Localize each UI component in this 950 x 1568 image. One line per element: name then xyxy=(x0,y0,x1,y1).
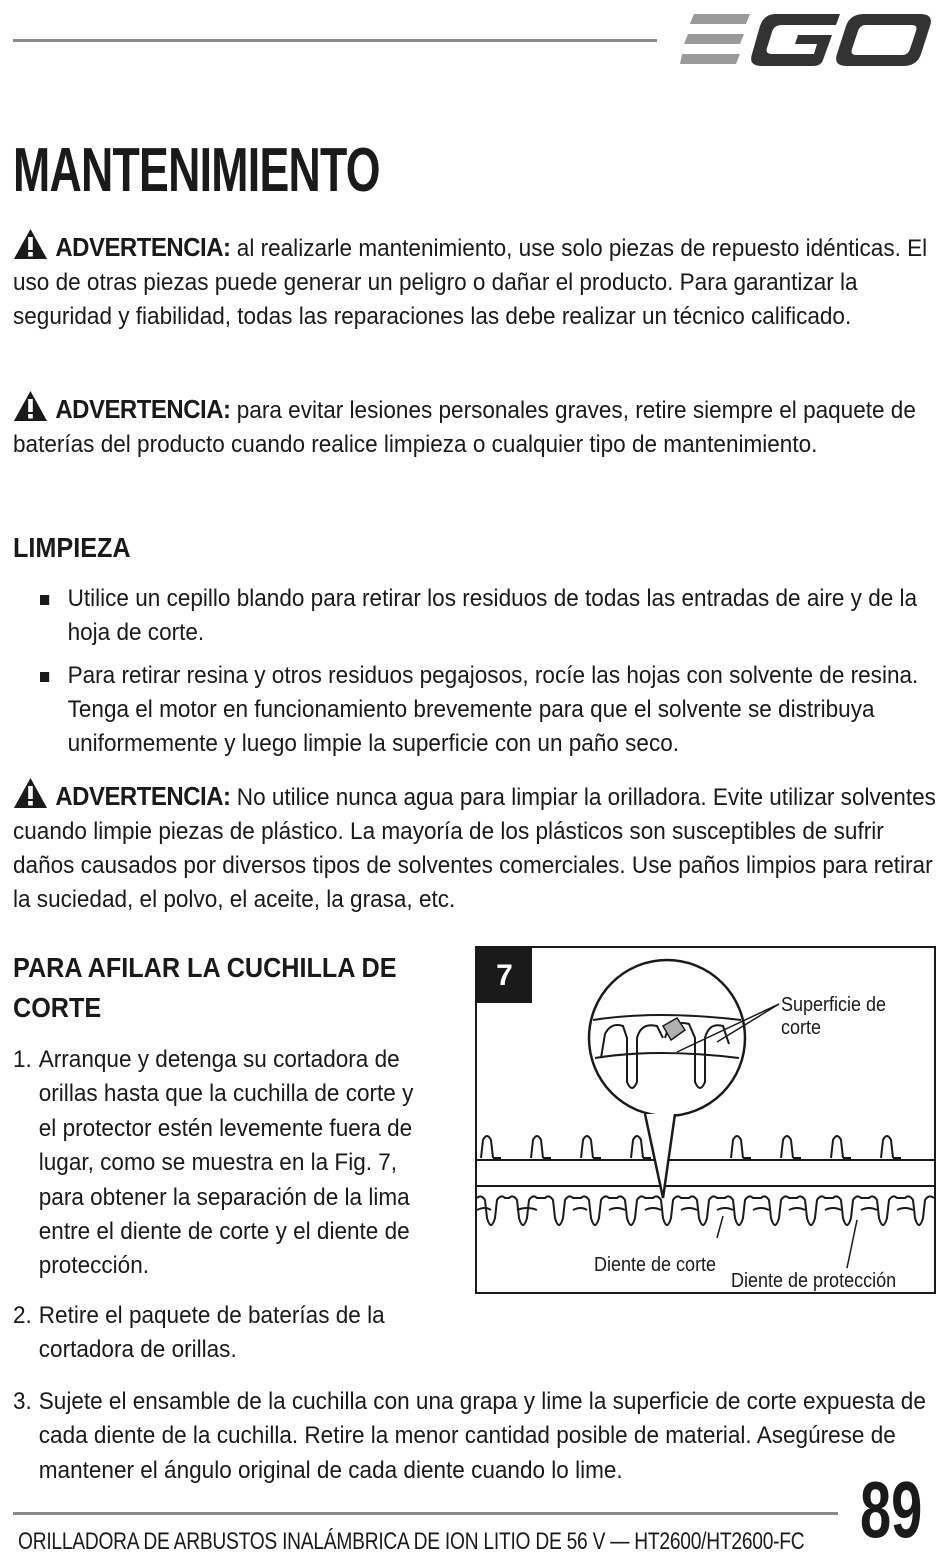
page-number: 89 xyxy=(860,1465,923,1554)
bullet-square-icon xyxy=(40,672,49,682)
label-guard-tooth: Diente de protección xyxy=(731,1270,897,1292)
page-title: MANTENIMIENTO xyxy=(13,136,380,205)
ego-logo xyxy=(680,10,935,70)
warning-triangle-icon xyxy=(13,390,48,422)
figure-7 xyxy=(475,946,936,1294)
warning-text: al realizarle mantenimiento, use solo piezas de repuesto idénticas. El uso de otras piezas puede generar un peligro o dañar el producto. Para garantizar la seguridad y fiabilidad, todas las reparaciones las debe realizar un técnico calificado. xyxy=(13,235,928,330)
warning-text: para evitar lesiones personales graves, retire siempre el paquete de baterías del producto cuando realice limpieza o cualquier tipo de mantenimiento. xyxy=(13,397,916,458)
bullet-square-icon xyxy=(40,595,49,605)
warning-label: ADVERTENCIA: xyxy=(55,781,231,811)
header-rule xyxy=(13,39,657,42)
label-cutting-tooth: Diente de corte xyxy=(594,1254,717,1276)
warning-paragraph-2 xyxy=(13,390,938,462)
figure-number: 7 xyxy=(477,948,532,1003)
list-item: Utilice un cepillo blando para retirar los residuos de todas las entradas de aire y de la hoja de corte. xyxy=(40,582,919,650)
warning-paragraph-1 xyxy=(13,228,938,334)
warning-label: ADVERTENCIA: xyxy=(55,394,231,424)
list-item: 3. Sujete el ensamble de la cuchilla con una grapa y lime la superficie de corte expuesta de cada diente de la cuchilla. Retire la menor cantidad posible de material. Asegúrese de mantener el ángulo original de cada diente cuando lo lime. xyxy=(13,1388,926,1484)
warning-paragraph-3 xyxy=(13,777,938,917)
warning-triangle-icon xyxy=(13,777,48,809)
section-heading-sharpening: PARA AFILAR LA CUCHILLA DE CORTE xyxy=(13,952,397,1023)
footer-rule xyxy=(13,1512,838,1515)
list-item: 1. Arranque y detenga su cortadora de orillas hasta que la cuchilla de corte y el protector estén levemente fuera de lugar, como se muestra en la Fig. 7, para obtener la separación de la lima entre el diente de corte y el diente de protección. xyxy=(13,1046,414,1280)
label-cutting-surface: Superficie de corte xyxy=(781,994,887,1039)
warning-text: No utilice nunca agua para limpiar la orilladora. Evite utilizar solventes cuando limpie piezas de plástico. La mayoría de los plásticos son susceptibles de sufrir daños causados por diversos tipos de solventes comerciales. Use paños limpios para retirar la suciedad, el polvo, el aceite, la grasa, etc. xyxy=(13,784,936,913)
warning-triangle-icon xyxy=(13,228,48,260)
section-heading-cleaning: LIMPIEZA xyxy=(13,532,131,563)
list-item: 2. Retire el paquete de baterías de la cortadora de orillas. xyxy=(13,1302,385,1364)
warning-label: ADVERTENCIA: xyxy=(55,232,231,262)
footer-text: ORILLADORA DE ARBUSTOS INALÁMBRICA DE ION LITIO DE 56 V — HT2600/HT2600-FC xyxy=(18,1528,805,1555)
list-item: Para retirar resina y otros residuos pegajosos, rocíe las hojas con solvente de resina. Tenga el motor en funcionamiento brevemente para que el solvente se distribuya uniformemente y luego limpie la superficie con un paño seco. xyxy=(40,659,919,761)
